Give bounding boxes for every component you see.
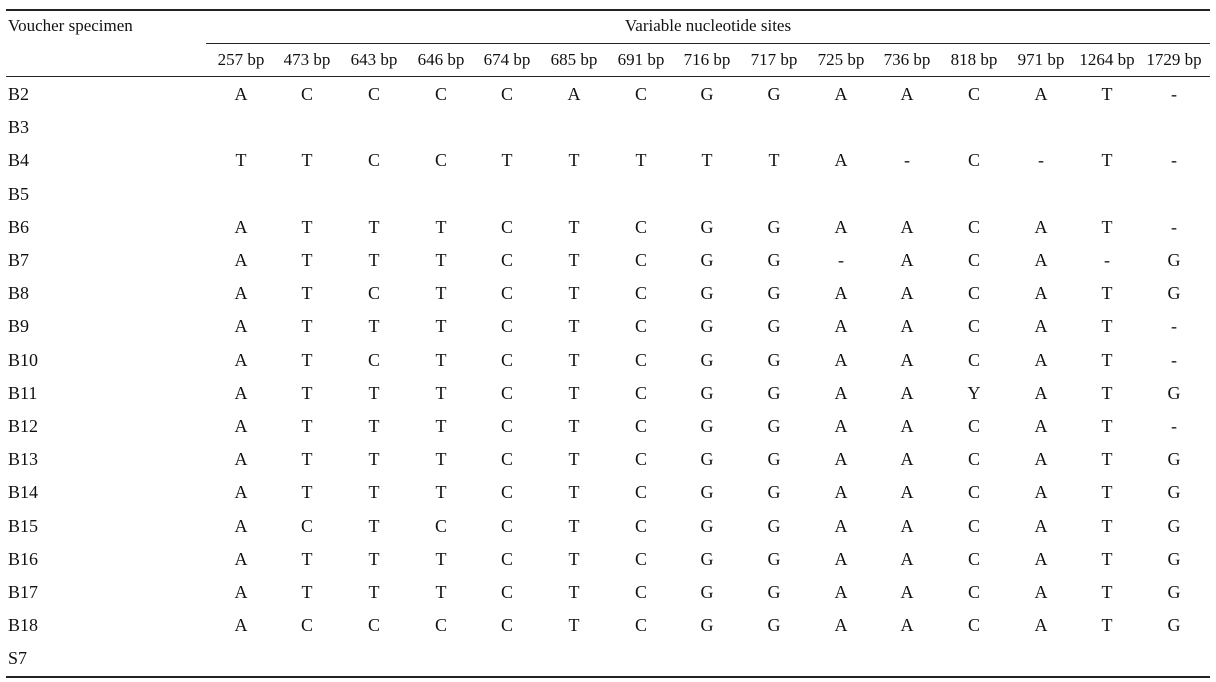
- nucleotide-cell: G: [767, 349, 781, 370]
- nucleotide-cell: G: [767, 316, 781, 337]
- nucleotide-cell: A: [234, 216, 248, 237]
- nucleotide-cell: C: [500, 216, 514, 237]
- voucher-id: B17: [8, 582, 39, 602]
- nucleotide-cell: T: [1101, 382, 1113, 403]
- column-header: 717 bp: [750, 50, 798, 69]
- nucleotide-cell: A: [900, 382, 914, 403]
- nucleotide-cell: A: [234, 482, 248, 503]
- nucleotide-cell: C: [634, 250, 648, 270]
- nucleotide-cell: A: [1034, 316, 1048, 337]
- voucher-id: B4: [8, 150, 30, 171]
- voucher-id: B16: [8, 548, 39, 569]
- voucher-specimen-header: Voucher specimen: [8, 16, 133, 35]
- nucleotide-cell: C: [634, 615, 648, 636]
- nucleotide-cell: A: [234, 515, 248, 536]
- nucleotide-cell: T: [568, 482, 580, 503]
- nucleotide-cell: Y: [967, 382, 981, 403]
- nucleotide-cell: -: [1104, 250, 1110, 270]
- nucleotide-cell: A: [834, 482, 848, 503]
- nucleotide-cell: A: [1034, 548, 1048, 569]
- variable-sites-header: Variable nucleotide sites: [624, 16, 792, 35]
- column-header: 257 bp: [217, 50, 265, 69]
- nucleotide-cell: T: [1101, 316, 1113, 337]
- voucher-id: B2: [8, 84, 30, 104]
- nucleotide-cell: C: [434, 615, 448, 636]
- nucleotide-cell: G: [1167, 250, 1181, 270]
- nucleotide-cell: A: [1034, 382, 1048, 403]
- nucleotide-cell: -: [1171, 150, 1177, 171]
- nucleotide-cell: C: [500, 482, 514, 503]
- nucleotide-cell: T: [568, 615, 580, 636]
- nucleotide-cell: T: [1101, 150, 1113, 171]
- nucleotide-cell: G: [767, 216, 781, 237]
- header-bottom-rule: [6, 76, 1210, 77]
- nucleotide-cell: A: [900, 482, 914, 503]
- nucleotide-cell: -: [1171, 349, 1177, 370]
- nucleotide-cell: A: [900, 216, 914, 237]
- nucleotide-cell: A: [1034, 349, 1048, 370]
- column-header: 646 bp: [417, 50, 465, 69]
- nucleotide-cell: G: [767, 416, 781, 436]
- nucleotide-cell: T: [301, 582, 313, 602]
- nucleotide-cell: -: [838, 250, 844, 270]
- nucleotide-cell: C: [500, 449, 514, 470]
- nucleotide-cell: A: [234, 250, 248, 270]
- nucleotide-cell: C: [634, 316, 648, 337]
- nucleotide-cell: G: [767, 449, 781, 470]
- nucleotide-cell: T: [301, 382, 313, 403]
- nucleotide-cell: C: [967, 316, 981, 337]
- nucleotide-cell: T: [435, 449, 447, 470]
- nucleotide-cell: A: [1034, 449, 1048, 470]
- nucleotide-cell: C: [967, 250, 981, 270]
- nucleotide-cell: T: [1101, 582, 1113, 602]
- column-header: 971 bp: [1017, 50, 1065, 69]
- nucleotide-cell: T: [301, 283, 313, 304]
- nucleotide-cell: C: [500, 250, 514, 270]
- nucleotide-cell: C: [634, 283, 648, 304]
- nucleotide-cell: T: [1101, 84, 1113, 104]
- nucleotide-cell: G: [700, 548, 714, 569]
- voucher-id: B9: [8, 316, 30, 337]
- nucleotide-cell: T: [435, 349, 447, 370]
- nucleotide-cell: A: [234, 582, 248, 602]
- nucleotide-cell: T: [435, 548, 447, 569]
- nucleotide-cell: T: [301, 150, 313, 171]
- nucleotide-cell: C: [367, 283, 381, 304]
- nucleotide-cell: C: [500, 615, 514, 636]
- nucleotide-cell: C: [500, 515, 514, 536]
- nucleotide-cell: G: [1167, 482, 1181, 503]
- nucleotide-cell: T: [235, 150, 247, 171]
- nucleotide-cell: G: [1167, 382, 1181, 403]
- nucleotide-cell: C: [367, 349, 381, 370]
- nucleotide-cell: G: [1167, 548, 1181, 569]
- voucher-id: S7: [8, 648, 28, 669]
- nucleotide-cell: A: [834, 382, 848, 403]
- voucher-id: B18: [8, 615, 39, 636]
- nucleotide-cell: T: [568, 582, 580, 602]
- nucleotide-cell: A: [900, 84, 914, 104]
- nucleotide-cell: A: [234, 382, 248, 403]
- nucleotide-cell: C: [300, 615, 314, 636]
- nucleotide-cell: C: [500, 548, 514, 569]
- nucleotide-cell: T: [568, 349, 580, 370]
- nucleotide-cell: C: [434, 515, 448, 536]
- nucleotide-cell: T: [301, 316, 313, 337]
- nucleotide-cell: G: [700, 615, 714, 636]
- nucleotide-cell: A: [834, 349, 848, 370]
- nucleotide-cell: G: [767, 84, 781, 104]
- nucleotide-cell: T: [368, 216, 380, 237]
- nucleotide-cell: G: [767, 250, 781, 270]
- column-header: 685 bp: [550, 50, 598, 69]
- nucleotide-cell: C: [634, 449, 648, 470]
- table-bottom-rule: [6, 676, 1210, 678]
- nucleotide-cell: C: [500, 84, 514, 104]
- nucleotide-cell: G: [700, 582, 714, 602]
- nucleotide-cell: T: [301, 216, 313, 237]
- voucher-id: B13: [8, 449, 39, 470]
- nucleotide-cell: T: [501, 150, 513, 171]
- voucher-id: B5: [8, 183, 30, 204]
- nucleotide-cell: T: [435, 582, 447, 602]
- nucleotide-cell: G: [700, 84, 714, 104]
- nucleotide-cell: T: [568, 449, 580, 470]
- nucleotide-cell: T: [368, 515, 380, 536]
- nucleotide-cell: C: [367, 615, 381, 636]
- nucleotide-cell: -: [1171, 84, 1177, 104]
- nucleotide-cell: C: [434, 150, 448, 171]
- column-header: 818 bp: [950, 50, 998, 69]
- nucleotide-cell: A: [234, 283, 248, 304]
- nucleotide-cell: C: [300, 515, 314, 536]
- nucleotide-cell: C: [967, 84, 981, 104]
- column-header: 1264 bp: [1079, 50, 1135, 69]
- nucleotide-cell: -: [1171, 316, 1177, 337]
- nucleotide-cell: T: [368, 416, 380, 436]
- column-header: 674 bp: [483, 50, 531, 69]
- nucleotide-cell: T: [1101, 615, 1113, 636]
- nucleotide-cell: T: [568, 216, 580, 237]
- nucleotide-cell: T: [1101, 216, 1113, 237]
- nucleotide-cell: G: [700, 250, 714, 270]
- nucleotide-cell: A: [834, 548, 848, 569]
- nucleotide-cell: G: [700, 416, 714, 436]
- voucher-id: B15: [8, 515, 39, 536]
- nucleotide-cell: A: [900, 548, 914, 569]
- column-header: 716 bp: [683, 50, 731, 69]
- nucleotide-cell: G: [700, 515, 714, 536]
- nucleotide-cell: T: [1101, 515, 1113, 536]
- nucleotide-cell: C: [634, 548, 648, 569]
- voucher-id: B12: [8, 416, 39, 436]
- nucleotide-cell: C: [967, 482, 981, 503]
- nucleotide-cell: G: [700, 316, 714, 337]
- nucleotide-cell: T: [435, 482, 447, 503]
- nucleotide-cell: T: [568, 150, 580, 171]
- nucleotide-cell: G: [767, 482, 781, 503]
- nucleotide-cell: C: [300, 84, 314, 104]
- nucleotide-cell: A: [234, 84, 248, 104]
- nucleotide-cell: -: [1171, 416, 1177, 436]
- nucleotide-cell: A: [1034, 582, 1048, 602]
- nucleotide-cell: A: [900, 250, 914, 270]
- nucleotide-cell: T: [568, 515, 580, 536]
- nucleotide-cell: G: [700, 283, 714, 304]
- nucleotide-cell: C: [634, 84, 648, 104]
- nucleotide-cell: T: [1101, 482, 1113, 503]
- group-header-rule: [206, 43, 1210, 44]
- nucleotide-cell: T: [568, 382, 580, 403]
- nucleotide-cell: A: [1034, 416, 1048, 436]
- nucleotide-cell: G: [700, 449, 714, 470]
- nucleotide-cell: C: [967, 150, 981, 171]
- nucleotide-cell: G: [700, 349, 714, 370]
- nucleotide-cell: G: [767, 283, 781, 304]
- nucleotide-cell: A: [1034, 482, 1048, 503]
- nucleotide-cell: T: [368, 582, 380, 602]
- nucleotide-cell: C: [500, 316, 514, 337]
- nucleotide-cell: G: [700, 382, 714, 403]
- nucleotide-cell: G: [700, 482, 714, 503]
- nucleotide-cell: A: [1034, 250, 1048, 270]
- nucleotide-cell: A: [900, 316, 914, 337]
- nucleotide-cell: T: [368, 316, 380, 337]
- voucher-id: B11: [8, 382, 38, 403]
- voucher-id: B7: [8, 250, 30, 270]
- nucleotide-cell: C: [634, 349, 648, 370]
- nucleotide-cell: C: [967, 349, 981, 370]
- column-header: 643 bp: [350, 50, 398, 69]
- nucleotide-cell: A: [1034, 515, 1048, 536]
- nucleotide-cell: A: [900, 449, 914, 470]
- nucleotide-cell: A: [834, 449, 848, 470]
- nucleotide-cell: C: [967, 515, 981, 536]
- nucleotide-cell: T: [435, 382, 447, 403]
- column-header: 473 bp: [283, 50, 331, 69]
- voucher-id: B3: [8, 117, 30, 138]
- column-header: 691 bp: [617, 50, 665, 69]
- nucleotide-cell: -: [1038, 150, 1044, 171]
- nucleotide-cell: A: [1034, 615, 1048, 636]
- nucleotide-cell: T: [301, 349, 313, 370]
- nucleotide-cell: A: [234, 548, 248, 569]
- nucleotide-cell: C: [967, 283, 981, 304]
- nucleotide-cell: T: [435, 316, 447, 337]
- nucleotide-cell: C: [500, 382, 514, 403]
- nucleotide-cell: T: [301, 416, 313, 436]
- nucleotide-cell: T: [1101, 449, 1113, 470]
- nucleotide-cell: C: [967, 582, 981, 602]
- nucleotide-cell: T: [1101, 283, 1113, 304]
- nucleotide-cell: T: [301, 449, 313, 470]
- nucleotide-cell: T: [701, 150, 713, 171]
- nucleotide-cell: T: [435, 283, 447, 304]
- nucleotide-cell: G: [1167, 283, 1181, 304]
- nucleotide-cell: T: [368, 449, 380, 470]
- nucleotide-cell: A: [834, 615, 848, 636]
- nucleotide-cell: T: [1101, 349, 1113, 370]
- nucleotide-cell: T: [435, 250, 447, 270]
- nucleotide-cell: A: [1034, 84, 1048, 104]
- nucleotide-cell: G: [1167, 615, 1181, 636]
- nucleotide-cell: C: [367, 84, 381, 104]
- nucleotide-cell: A: [900, 582, 914, 602]
- nucleotide-cell: C: [500, 283, 514, 304]
- nucleotide-cell: C: [634, 482, 648, 503]
- nucleotide-cell: T: [301, 482, 313, 503]
- nucleotide-cell: C: [634, 515, 648, 536]
- nucleotide-cell: C: [967, 615, 981, 636]
- nucleotide-cell: A: [900, 416, 914, 436]
- nucleotide-cell: A: [234, 449, 248, 470]
- nucleotide-cell: A: [834, 150, 848, 171]
- nucleotide-cell: T: [368, 250, 380, 270]
- nucleotide-cell: G: [767, 582, 781, 602]
- nucleotide-cell: T: [368, 548, 380, 569]
- nucleotide-cell: A: [834, 515, 848, 536]
- nucleotide-cell: G: [767, 548, 781, 569]
- nucleotide-cell: A: [834, 416, 848, 436]
- nucleotide-cell: C: [634, 382, 648, 403]
- nucleotide-cell: A: [234, 416, 248, 436]
- nucleotide-cell: C: [634, 416, 648, 436]
- nucleotide-cell: A: [834, 283, 848, 304]
- nucleotide-cell: T: [568, 283, 580, 304]
- nucleotide-cell: G: [767, 382, 781, 403]
- nucleotide-cell: A: [834, 84, 848, 104]
- nucleotide-cell: C: [367, 150, 381, 171]
- nucleotide-cell: A: [900, 515, 914, 536]
- nucleotide-cell: A: [900, 283, 914, 304]
- nucleotide-cell: A: [234, 349, 248, 370]
- nucleotide-cell: T: [1101, 548, 1113, 569]
- nucleotide-cell: A: [900, 615, 914, 636]
- nucleotide-cell: A: [834, 582, 848, 602]
- nucleotide-cell: T: [568, 548, 580, 569]
- nucleotide-cell: C: [967, 449, 981, 470]
- nucleotide-cell: T: [635, 150, 647, 171]
- voucher-id: B10: [8, 349, 39, 370]
- nucleotide-cell: T: [435, 216, 447, 237]
- nucleotide-cell: T: [568, 250, 580, 270]
- voucher-id: B6: [8, 216, 30, 237]
- column-header: 725 bp: [817, 50, 865, 69]
- nucleotide-cell: C: [500, 349, 514, 370]
- nucleotide-cell: T: [368, 382, 380, 403]
- nucleotide-cell: T: [1101, 416, 1113, 436]
- nucleotide-cell: A: [834, 316, 848, 337]
- nucleotide-cell: A: [1034, 283, 1048, 304]
- nucleotide-cell: T: [301, 250, 313, 270]
- column-header: 736 bp: [883, 50, 931, 69]
- nucleotide-cell: G: [700, 216, 714, 237]
- nucleotide-cell: A: [900, 349, 914, 370]
- nucleotide-cell: G: [767, 615, 781, 636]
- nucleotide-cell: A: [834, 216, 848, 237]
- nucleotide-cell: -: [1171, 216, 1177, 237]
- nucleotide-cell: A: [567, 84, 581, 104]
- nucleotide-cell: A: [234, 615, 248, 636]
- nucleotide-cell: T: [768, 150, 780, 171]
- nucleotide-cell: C: [967, 548, 981, 569]
- voucher-id: B14: [8, 482, 39, 503]
- nucleotide-cell: T: [368, 482, 380, 503]
- nucleotide-cell: T: [568, 416, 580, 436]
- nucleotide-cell: G: [1167, 449, 1181, 470]
- nucleotide-cell: G: [767, 515, 781, 536]
- voucher-id: B8: [8, 283, 30, 304]
- nucleotide-cell: C: [434, 84, 448, 104]
- nucleotide-cell: -: [904, 150, 910, 171]
- nucleotide-cell: C: [634, 216, 648, 237]
- nucleotide-cell: T: [435, 416, 447, 436]
- nucleotide-cell: A: [1034, 216, 1048, 237]
- nucleotide-cell: C: [500, 582, 514, 602]
- nucleotide-cell: A: [234, 316, 248, 337]
- nucleotide-cell: C: [634, 582, 648, 602]
- nucleotide-cell: C: [500, 416, 514, 436]
- nucleotide-cell: T: [301, 548, 313, 569]
- nucleotide-cell: C: [967, 216, 981, 237]
- nucleotide-cell: C: [967, 416, 981, 436]
- column-header: 1729 bp: [1146, 50, 1202, 69]
- table-top-rule: [6, 9, 1210, 11]
- nucleotide-cell: T: [568, 316, 580, 337]
- nucleotide-cell: G: [1167, 515, 1181, 536]
- nucleotide-cell: G: [1167, 582, 1181, 602]
